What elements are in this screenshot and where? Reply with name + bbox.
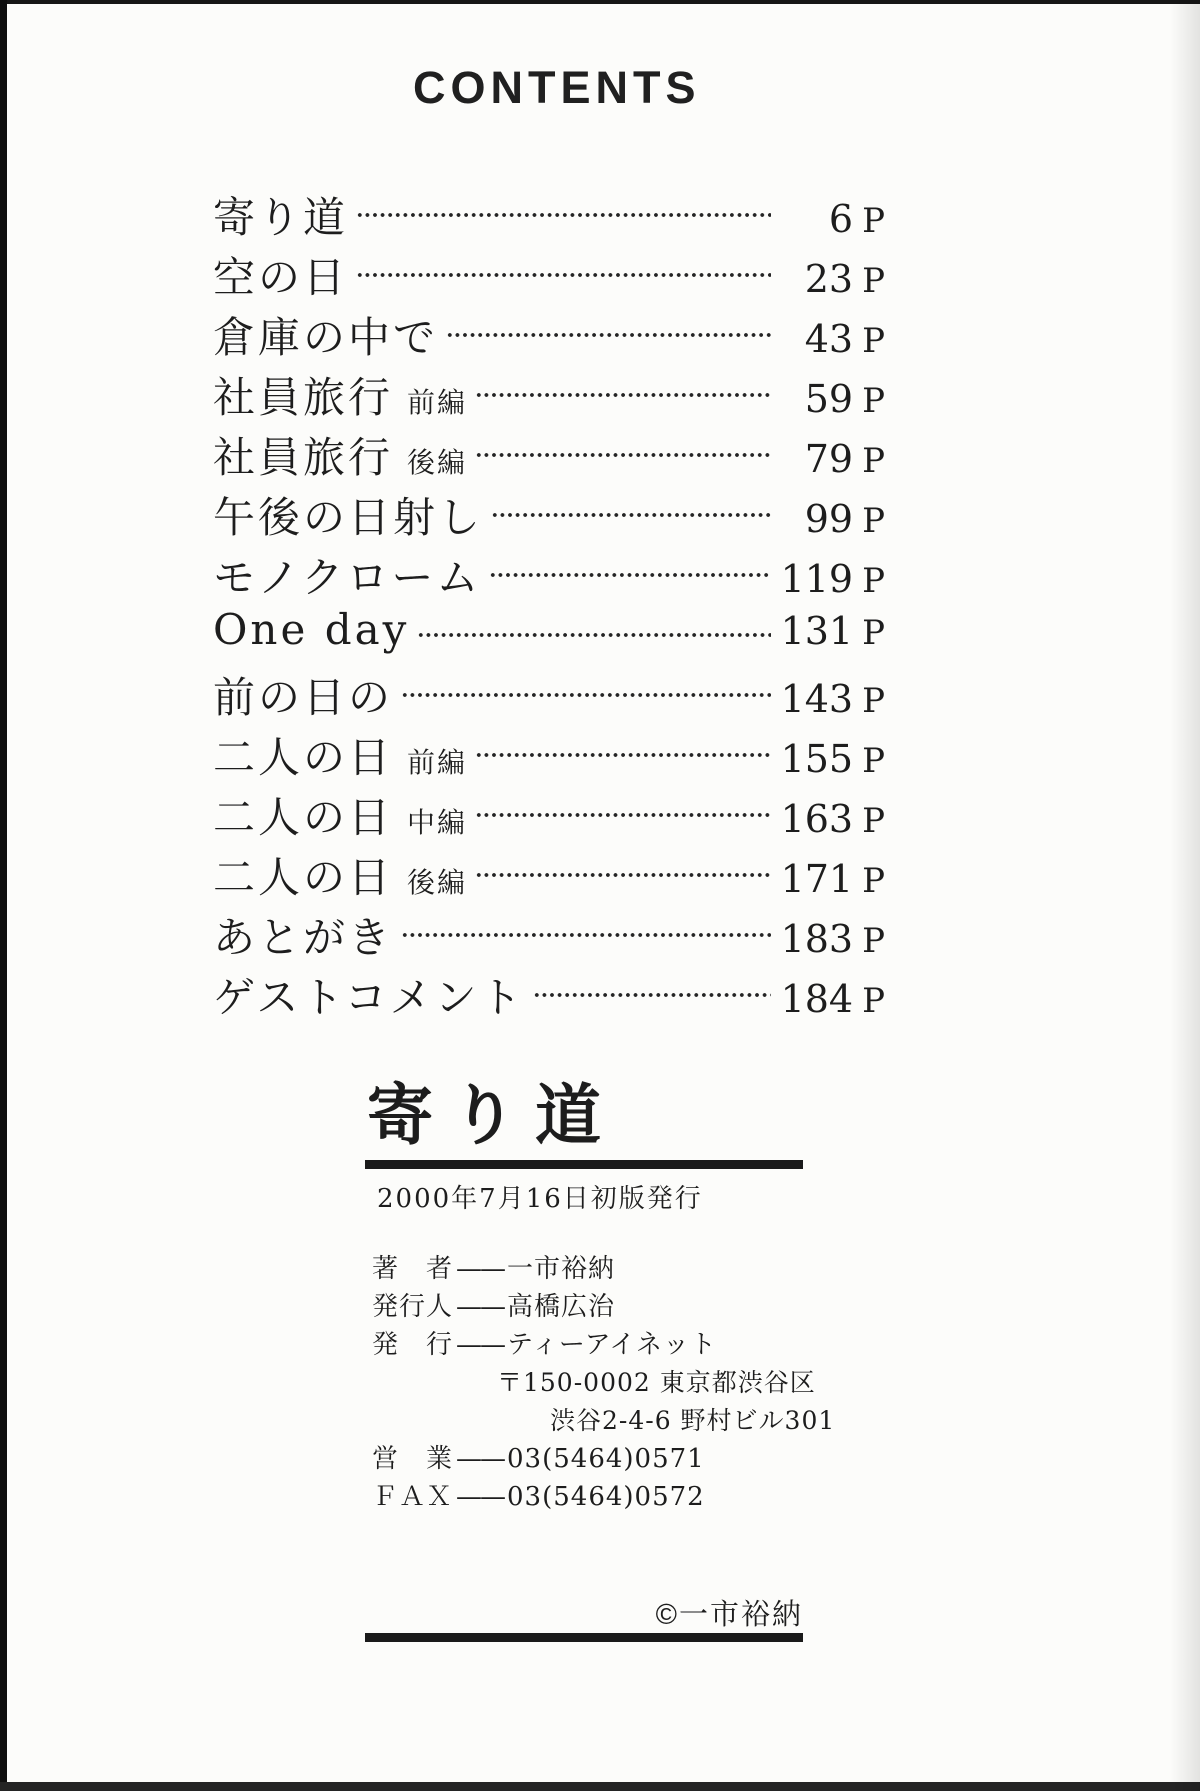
toc-entry-subtitle: 後編	[407, 446, 468, 479]
toc-entry	[213, 905, 885, 965]
toc-entry-title: 倉庫の中で	[213, 313, 439, 362]
colophon-row-value: 一市裕納	[507, 1254, 616, 1284]
toc-entry	[213, 545, 885, 605]
dot-leader	[489, 572, 771, 578]
toc-entry-page: 6	[828, 197, 854, 241]
contact-rows	[372, 1440, 832, 1516]
toc-entry-page-suffix: P	[862, 501, 885, 541]
toc-entry-title: 午後の日射し	[213, 493, 484, 542]
colophon-row	[372, 1250, 832, 1288]
toc-entry-page: 183	[780, 917, 854, 961]
toc-entry-page-suffix: P	[862, 441, 885, 481]
toc-entry-title: 社員旅行	[213, 373, 394, 422]
toc-entry	[213, 245, 885, 305]
dot-leader	[475, 872, 771, 878]
colophon-row	[372, 1478, 832, 1516]
toc-entry	[213, 185, 885, 245]
dot-leader	[475, 452, 771, 458]
scan-edge-left	[0, 0, 7, 1791]
bottom-rule	[365, 1633, 803, 1642]
scan-edge-top	[0, 0, 1200, 4]
toc-entry-title: 空の日	[213, 253, 349, 302]
colophon-rows	[372, 1250, 836, 1516]
toc-entry-page-suffix: P	[862, 321, 885, 361]
toc-entry-title: モノクローム	[213, 553, 482, 602]
toc-entry-page-suffix: P	[862, 681, 885, 721]
toc-entry-page-suffix: P	[862, 261, 885, 301]
scan-edge-bottom	[0, 1782, 1200, 1791]
toc-entry-title: One day	[213, 605, 410, 654]
toc-entry-subtitle: 後編	[407, 866, 468, 899]
colophon-row-value: 03(5464)0572	[507, 1482, 705, 1512]
toc-entry-page-suffix: P	[862, 613, 885, 653]
colophon-row	[372, 1326, 832, 1364]
colophon-row-label: 著 者	[372, 1254, 454, 1284]
toc-entry-title: 寄り道	[213, 193, 349, 242]
toc-entry-page: 23	[804, 257, 854, 301]
colophon-row-value: 03(5464)0571	[507, 1444, 705, 1474]
dot-leader	[356, 212, 771, 218]
toc-entry-page: 43	[804, 317, 854, 361]
colophon-row-value: ティーアイネット	[507, 1330, 718, 1360]
dot-leader	[356, 272, 771, 278]
colophon-row-separator: ——	[456, 1330, 505, 1360]
toc-entry	[213, 605, 885, 665]
toc-entry-page-suffix: P	[862, 861, 885, 901]
colophon-row-value: 高橋広治	[507, 1292, 616, 1322]
toc-entry	[213, 305, 885, 365]
colophon-row	[372, 1288, 832, 1326]
colophon-row-label: ＦＡＸ	[372, 1482, 454, 1512]
toc-entry-page: 155	[780, 737, 854, 781]
colophon-row-separator: ——	[456, 1444, 505, 1474]
toc-entry-subtitle: 前編	[407, 746, 468, 779]
toc-entry-title: あとがき	[213, 913, 394, 962]
toc-entry-page: 131	[780, 609, 854, 653]
dot-leader	[446, 332, 771, 338]
toc-entry	[213, 785, 885, 845]
scan-edge-right	[1170, 0, 1200, 1791]
toc-entry-title: 社員旅行	[213, 433, 394, 482]
toc-entry-page-suffix: P	[862, 381, 885, 421]
copyright-line: ©一市裕納	[655, 1599, 803, 1631]
toc-entry-page: 184	[780, 977, 854, 1021]
toc-entry	[213, 725, 885, 785]
toc-entry-page-suffix: P	[862, 741, 885, 781]
toc-entry-title: 二人の日	[213, 793, 394, 842]
toc-list	[213, 185, 885, 1025]
dot-leader	[401, 932, 771, 938]
toc-entry-page-suffix: P	[862, 561, 885, 601]
colophon-row-separator: ——	[456, 1254, 505, 1284]
toc-entry	[213, 365, 885, 425]
contents-heading: CONTENTS	[413, 62, 701, 113]
toc-entry-page: 163	[780, 797, 854, 841]
colophon-row-separator: ——	[456, 1292, 505, 1322]
toc-entry-page: 171	[780, 857, 854, 901]
toc-entry-page-suffix: P	[862, 801, 885, 841]
title-rule	[365, 1160, 803, 1169]
toc-entry-page: 143	[780, 677, 854, 721]
toc-entry-title: 前の日の	[213, 673, 394, 722]
toc-entry-title: ゲストコメント	[213, 973, 525, 1022]
toc-entry	[213, 845, 885, 905]
toc-entry	[213, 485, 885, 545]
book-title: 寄り道	[367, 1076, 619, 1154]
dot-leader	[475, 812, 771, 818]
toc-entry	[213, 425, 885, 485]
dot-leader	[475, 752, 771, 758]
edition-date: 2000年7月16日初版発行	[377, 1184, 703, 1214]
toc-entry-page-suffix: P	[862, 201, 885, 241]
toc-entry-page: 59	[804, 377, 854, 421]
publisher-rows	[372, 1250, 832, 1364]
toc-entry-page: 119	[780, 557, 854, 601]
toc-entry-page-suffix: P	[862, 981, 885, 1021]
dot-leader	[491, 512, 771, 518]
colophon-row	[372, 1440, 832, 1478]
toc-entry-subtitle: 中編	[407, 806, 468, 839]
toc-entry-title: 二人の日	[213, 733, 394, 782]
toc-entry-title: 二人の日	[213, 853, 394, 902]
toc-entry	[213, 665, 885, 725]
colophon-row-separator: ——	[456, 1482, 505, 1512]
toc-entry	[213, 965, 885, 1025]
colophon-row-label: 営 業	[372, 1444, 454, 1474]
dot-leader	[401, 692, 771, 698]
dot-leader	[417, 632, 771, 638]
toc-entry-page: 79	[804, 437, 854, 481]
colophon-row-label: 発 行	[372, 1330, 454, 1360]
dot-leader	[533, 992, 771, 998]
colophon-row-label: 発行人	[372, 1292, 454, 1322]
publisher-address-line2: 渋谷2-4-6 野村ビル301	[550, 1406, 836, 1435]
toc-entry-subtitle: 前編	[407, 386, 468, 419]
toc-entry-page-suffix: P	[862, 921, 885, 961]
toc-entry-page: 99	[804, 497, 854, 541]
dot-leader	[475, 392, 771, 398]
publisher-address-line1: 〒150-0002 東京都渋谷区	[497, 1368, 816, 1397]
